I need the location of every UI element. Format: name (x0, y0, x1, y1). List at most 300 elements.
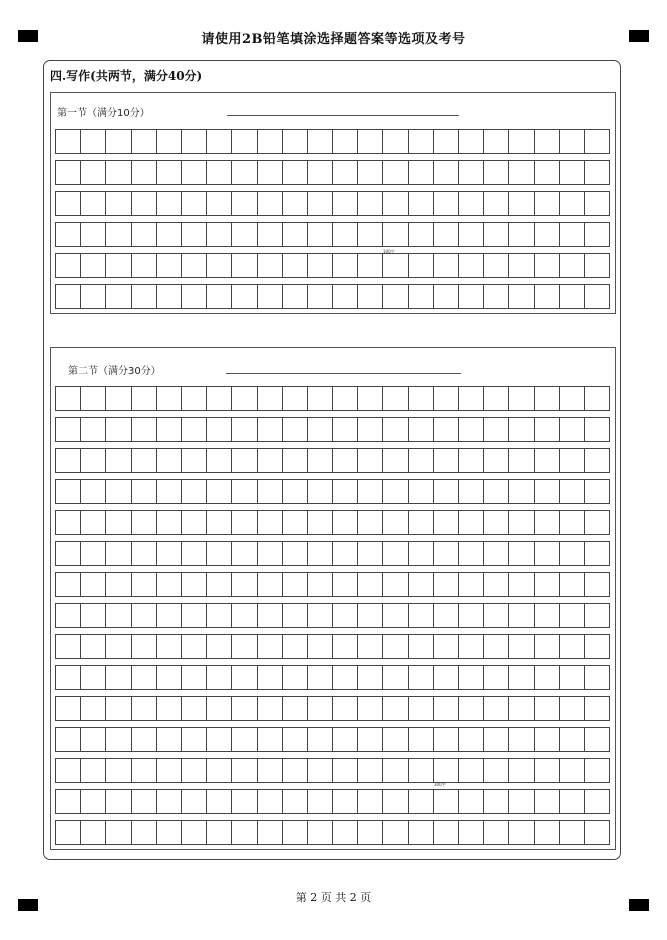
part2-grid-cell[interactable] (434, 573, 459, 596)
part2-grid-cell[interactable] (434, 821, 459, 844)
part2-grid-cell[interactable] (232, 697, 257, 720)
part1-grid-cell[interactable] (283, 285, 308, 308)
part2-grid-cell[interactable] (434, 666, 459, 689)
part1-grid-cell[interactable] (81, 161, 106, 184)
part2-grid-cell[interactable] (509, 728, 534, 751)
part2-grid-cell[interactable] (434, 449, 459, 472)
part1-grid-cell[interactable] (459, 285, 484, 308)
part1-grid-cell[interactable] (258, 223, 283, 246)
part2-grid-cell[interactable] (157, 728, 182, 751)
part2-grid-cell[interactable] (535, 697, 560, 720)
part1-grid-cell[interactable] (81, 254, 106, 277)
part2-grid-cell[interactable] (182, 728, 207, 751)
part2-grid-cell[interactable] (383, 728, 408, 751)
part2-grid-cell[interactable] (283, 697, 308, 720)
part1-grid-cell[interactable] (383, 285, 408, 308)
part2-grid-cell[interactable] (308, 697, 333, 720)
part2-grid-cell[interactable] (283, 387, 308, 410)
part2-grid-cell[interactable] (459, 759, 484, 782)
part2-grid-cell[interactable] (132, 635, 157, 658)
part2-grid-cell[interactable] (333, 418, 358, 441)
part1-grid-cell[interactable] (333, 254, 358, 277)
part2-grid-cell[interactable] (560, 542, 585, 565)
part1-grid-cell[interactable] (182, 285, 207, 308)
part1-grid-cell[interactable] (409, 130, 434, 153)
part1-grid-cell[interactable] (358, 285, 383, 308)
part2-grid-cell[interactable] (560, 449, 585, 472)
part2-grid-cell[interactable] (132, 821, 157, 844)
part2-grid-cell[interactable] (207, 666, 232, 689)
part2-grid-cell[interactable] (434, 759, 459, 782)
part2-grid-cell[interactable] (283, 821, 308, 844)
part2-grid-cell[interactable] (182, 666, 207, 689)
part2-grid-cell[interactable] (232, 604, 257, 627)
part2-grid-cell[interactable] (81, 480, 106, 503)
part1-grid-cell[interactable] (434, 223, 459, 246)
part2-grid-cell[interactable] (106, 542, 131, 565)
part2-grid-cell[interactable] (535, 759, 560, 782)
part2-grid-cell[interactable] (409, 542, 434, 565)
part2-grid-cell[interactable] (560, 759, 585, 782)
part1-grid-cell[interactable] (232, 130, 257, 153)
part2-grid-cell[interactable] (509, 697, 534, 720)
part2-grid-cell[interactable] (106, 573, 131, 596)
part1-grid-cell[interactable] (560, 254, 585, 277)
part2-grid-cell[interactable] (484, 697, 509, 720)
part2-grid-cell[interactable] (56, 728, 81, 751)
part1-grid-cell[interactable] (560, 192, 585, 215)
part1-grid-cell[interactable] (434, 161, 459, 184)
part2-grid-cell[interactable] (81, 759, 106, 782)
part1-grid-cell[interactable] (258, 161, 283, 184)
part2-grid-cell[interactable] (132, 449, 157, 472)
part2-grid-cell[interactable] (81, 542, 106, 565)
part2-grid-cell[interactable] (157, 573, 182, 596)
part2-grid-cell[interactable] (358, 480, 383, 503)
part2-grid-cell[interactable] (484, 821, 509, 844)
part2-grid-cell[interactable] (308, 635, 333, 658)
part2-grid-cell[interactable] (383, 418, 408, 441)
part2-grid-cell[interactable] (157, 480, 182, 503)
part2-grid-cell[interactable] (484, 666, 509, 689)
part2-grid-cell[interactable] (132, 759, 157, 782)
part1-grid-cell[interactable] (157, 192, 182, 215)
part2-grid-cell[interactable] (333, 480, 358, 503)
part1-grid-cell[interactable] (409, 254, 434, 277)
part2-grid-cell[interactable] (560, 418, 585, 441)
part1-grid-cell[interactable] (182, 223, 207, 246)
part2-grid-cell[interactable] (560, 573, 585, 596)
part2-grid-cell[interactable] (535, 604, 560, 627)
part2-grid-cell[interactable] (258, 480, 283, 503)
part1-grid-cell[interactable] (509, 161, 534, 184)
part1-grid-cell[interactable] (132, 285, 157, 308)
part2-grid-cell[interactable] (383, 542, 408, 565)
part2-grid-cell[interactable] (132, 790, 157, 813)
part2-grid-cell[interactable] (409, 418, 434, 441)
part1-grid-cell[interactable] (157, 130, 182, 153)
part2-grid-cell[interactable] (182, 697, 207, 720)
part2-grid-cell[interactable] (132, 728, 157, 751)
part2-grid-cell[interactable] (56, 387, 81, 410)
part2-grid-cell[interactable] (283, 666, 308, 689)
part2-grid-cell[interactable] (434, 635, 459, 658)
part1-grid-cell[interactable] (333, 223, 358, 246)
part1-grid-cell[interactable] (56, 254, 81, 277)
part2-grid-cell[interactable] (207, 790, 232, 813)
part2-grid-cell[interactable] (81, 666, 106, 689)
part2-grid-cell[interactable] (459, 449, 484, 472)
part2-grid-cell[interactable] (358, 418, 383, 441)
part2-grid-cell[interactable] (333, 573, 358, 596)
part2-grid-cell[interactable] (509, 511, 534, 534)
part1-grid-cell[interactable] (509, 285, 534, 308)
part2-grid-cell[interactable] (56, 635, 81, 658)
part2-grid-cell[interactable] (509, 790, 534, 813)
part2-grid-cell[interactable] (434, 728, 459, 751)
part1-grid-cell[interactable] (434, 192, 459, 215)
part1-grid-cell[interactable] (207, 285, 232, 308)
part2-grid-cell[interactable] (409, 635, 434, 658)
part1-grid-cell[interactable] (232, 254, 257, 277)
part2-grid-cell[interactable] (358, 635, 383, 658)
part2-grid-cell[interactable] (207, 759, 232, 782)
part2-grid-cell[interactable] (560, 666, 585, 689)
part2-grid-cell[interactable] (459, 387, 484, 410)
part2-grid-cell[interactable] (132, 418, 157, 441)
part2-grid-cell[interactable] (459, 511, 484, 534)
part2-grid-cell[interactable] (535, 418, 560, 441)
part2-grid-cell[interactable] (132, 542, 157, 565)
part2-grid-cell[interactable] (132, 387, 157, 410)
part2-grid-cell[interactable] (560, 604, 585, 627)
part2-grid-cell[interactable] (157, 821, 182, 844)
part2-grid-cell[interactable] (106, 387, 131, 410)
part1-grid-cell[interactable] (358, 130, 383, 153)
part1-title-line[interactable] (227, 115, 459, 116)
part1-grid-cell[interactable] (258, 254, 283, 277)
part1-grid-cell[interactable] (585, 130, 610, 153)
part2-grid-cell[interactable] (333, 635, 358, 658)
part2-grid-cell[interactable] (358, 387, 383, 410)
part1-grid-cell[interactable] (207, 254, 232, 277)
part2-grid-cell[interactable] (383, 573, 408, 596)
part1-grid-cell[interactable] (383, 254, 408, 277)
part2-grid-cell[interactable] (484, 790, 509, 813)
part1-grid-cell[interactable] (182, 192, 207, 215)
part1-grid-cell[interactable] (258, 192, 283, 215)
part2-grid-cell[interactable] (585, 821, 610, 844)
part2-grid-cell[interactable] (157, 759, 182, 782)
part1-grid-cell[interactable] (182, 254, 207, 277)
part1-grid-cell[interactable] (283, 161, 308, 184)
part1-grid-cell[interactable] (509, 223, 534, 246)
part2-grid-cell[interactable] (56, 666, 81, 689)
part2-grid-cell[interactable] (585, 511, 610, 534)
part2-grid-cell[interactable] (207, 387, 232, 410)
part1-grid-cell[interactable] (333, 192, 358, 215)
part2-grid-cell[interactable] (535, 480, 560, 503)
part2-grid-cell[interactable] (535, 666, 560, 689)
part2-grid-cell[interactable] (182, 635, 207, 658)
part2-grid-cell[interactable] (585, 790, 610, 813)
part2-grid-cell[interactable] (585, 728, 610, 751)
part2-grid-cell[interactable] (258, 666, 283, 689)
part2-grid-cell[interactable] (81, 697, 106, 720)
part2-grid-cell[interactable] (409, 573, 434, 596)
part1-grid-cell[interactable] (81, 285, 106, 308)
part1-grid-cell[interactable] (535, 161, 560, 184)
part2-grid-cell[interactable] (409, 728, 434, 751)
part2-grid-cell[interactable] (434, 511, 459, 534)
part2-grid-cell[interactable] (333, 759, 358, 782)
part2-grid-cell[interactable] (585, 759, 610, 782)
part1-grid-cell[interactable] (560, 130, 585, 153)
part1-grid-cell[interactable] (560, 285, 585, 308)
part2-grid-cell[interactable] (358, 604, 383, 627)
part2-grid-cell[interactable] (56, 759, 81, 782)
part1-grid-cell[interactable] (258, 285, 283, 308)
part2-grid-cell[interactable] (207, 542, 232, 565)
part2-grid-cell[interactable] (157, 697, 182, 720)
part2-grid-cell[interactable] (484, 728, 509, 751)
part2-grid-cell[interactable] (56, 821, 81, 844)
part2-grid-cell[interactable] (283, 480, 308, 503)
part2-grid-cell[interactable] (308, 418, 333, 441)
part2-grid-cell[interactable] (207, 511, 232, 534)
part2-grid-cell[interactable] (207, 635, 232, 658)
part2-grid-cell[interactable] (409, 697, 434, 720)
part2-grid-cell[interactable] (484, 759, 509, 782)
part1-grid-cell[interactable] (308, 285, 333, 308)
part2-grid-cell[interactable] (283, 542, 308, 565)
part2-grid-cell[interactable] (509, 821, 534, 844)
part1-grid-cell[interactable] (132, 192, 157, 215)
part2-grid-cell[interactable] (56, 511, 81, 534)
part1-grid-cell[interactable] (333, 161, 358, 184)
part1-grid-cell[interactable] (207, 161, 232, 184)
part2-grid-cell[interactable] (409, 511, 434, 534)
part1-grid-cell[interactable] (308, 223, 333, 246)
part2-grid-cell[interactable] (56, 449, 81, 472)
part2-grid-cell[interactable] (182, 790, 207, 813)
part2-grid-cell[interactable] (333, 542, 358, 565)
part2-grid-cell[interactable] (207, 573, 232, 596)
part1-grid-cell[interactable] (157, 254, 182, 277)
part1-grid-cell[interactable] (484, 254, 509, 277)
part1-grid-cell[interactable] (509, 192, 534, 215)
part2-grid-cell[interactable] (585, 542, 610, 565)
part2-grid-cell[interactable] (308, 821, 333, 844)
part2-grid-cell[interactable] (232, 790, 257, 813)
part2-grid-cell[interactable] (207, 728, 232, 751)
part2-grid-cell[interactable] (182, 573, 207, 596)
part2-grid-cell[interactable] (232, 449, 257, 472)
part2-grid-cell[interactable] (258, 418, 283, 441)
part2-grid-cell[interactable] (308, 759, 333, 782)
part2-grid-cell[interactable] (258, 759, 283, 782)
part2-grid-cell[interactable] (132, 604, 157, 627)
part2-grid-cell[interactable] (182, 511, 207, 534)
part2-grid-cell[interactable] (81, 790, 106, 813)
part2-grid-cell[interactable] (207, 604, 232, 627)
part2-grid-cell[interactable] (535, 449, 560, 472)
part2-grid-cell[interactable] (509, 604, 534, 627)
part2-grid-cell[interactable] (409, 666, 434, 689)
part2-grid-cell[interactable] (132, 480, 157, 503)
part2-grid-cell[interactable] (106, 697, 131, 720)
part2-grid-cell[interactable] (283, 728, 308, 751)
part1-grid-cell[interactable] (157, 161, 182, 184)
part2-grid-cell[interactable] (106, 790, 131, 813)
part2-grid-cell[interactable] (383, 821, 408, 844)
part2-grid-cell[interactable] (308, 449, 333, 472)
part2-grid-cell[interactable] (333, 511, 358, 534)
part2-grid-cell[interactable] (207, 821, 232, 844)
part2-grid-cell[interactable] (308, 666, 333, 689)
part2-grid-cell[interactable] (434, 418, 459, 441)
part2-grid-cell[interactable] (585, 449, 610, 472)
part2-grid-cell[interactable] (459, 821, 484, 844)
part1-grid-cell[interactable] (585, 161, 610, 184)
part2-grid-cell[interactable] (106, 821, 131, 844)
part1-grid-cell[interactable] (383, 130, 408, 153)
part2-grid-cell[interactable] (283, 573, 308, 596)
part2-grid-cell[interactable] (232, 418, 257, 441)
part2-grid-cell[interactable] (106, 604, 131, 627)
part2-grid-cell[interactable] (484, 480, 509, 503)
part2-grid-cell[interactable] (258, 542, 283, 565)
part2-grid-cell[interactable] (56, 790, 81, 813)
part2-grid-cell[interactable] (258, 511, 283, 534)
part2-grid-cell[interactable] (258, 697, 283, 720)
part1-grid-cell[interactable] (484, 192, 509, 215)
part1-grid-cell[interactable] (207, 130, 232, 153)
part2-grid-cell[interactable] (106, 666, 131, 689)
part1-grid-cell[interactable] (535, 223, 560, 246)
part2-grid-cell[interactable] (232, 542, 257, 565)
part2-grid-cell[interactable] (434, 790, 459, 813)
part2-grid-cell[interactable] (182, 759, 207, 782)
part1-grid-cell[interactable] (535, 192, 560, 215)
part2-grid-cell[interactable] (484, 542, 509, 565)
part2-grid-cell[interactable] (333, 697, 358, 720)
part2-grid-cell[interactable] (484, 418, 509, 441)
part2-grid-cell[interactable] (535, 573, 560, 596)
part2-grid-cell[interactable] (459, 635, 484, 658)
part2-grid-cell[interactable] (383, 697, 408, 720)
part2-grid-cell[interactable] (383, 511, 408, 534)
part2-grid-cell[interactable] (585, 604, 610, 627)
part2-grid-cell[interactable] (535, 728, 560, 751)
part2-grid-cell[interactable] (560, 790, 585, 813)
part2-grid-cell[interactable] (308, 511, 333, 534)
part2-grid-cell[interactable] (535, 542, 560, 565)
part2-grid-cell[interactable] (434, 387, 459, 410)
part2-grid-cell[interactable] (459, 604, 484, 627)
part1-grid-cell[interactable] (358, 192, 383, 215)
part1-grid-cell[interactable] (232, 192, 257, 215)
part1-grid-cell[interactable] (308, 254, 333, 277)
part1-grid-cell[interactable] (182, 130, 207, 153)
part1-grid-cell[interactable] (232, 223, 257, 246)
part2-grid-cell[interactable] (383, 790, 408, 813)
part2-grid-cell[interactable] (409, 821, 434, 844)
part1-grid-cell[interactable] (484, 223, 509, 246)
part2-grid-cell[interactable] (182, 821, 207, 844)
part1-grid-cell[interactable] (409, 223, 434, 246)
part2-grid-cell[interactable] (409, 790, 434, 813)
part1-grid-cell[interactable] (56, 192, 81, 215)
part2-grid-cell[interactable] (358, 542, 383, 565)
part2-grid-cell[interactable] (560, 728, 585, 751)
part2-grid-cell[interactable] (358, 449, 383, 472)
part1-grid-cell[interactable] (283, 223, 308, 246)
part2-grid-cell[interactable] (232, 728, 257, 751)
part1-grid-cell[interactable] (560, 161, 585, 184)
part2-grid-cell[interactable] (132, 511, 157, 534)
part2-grid-cell[interactable] (56, 604, 81, 627)
part1-grid-cell[interactable] (434, 130, 459, 153)
part2-grid-cell[interactable] (585, 697, 610, 720)
part2-grid-cell[interactable] (459, 666, 484, 689)
part2-grid-cell[interactable] (106, 728, 131, 751)
part2-grid-cell[interactable] (484, 635, 509, 658)
part2-grid-cell[interactable] (535, 790, 560, 813)
part2-grid-cell[interactable] (258, 790, 283, 813)
part2-grid-cell[interactable] (434, 697, 459, 720)
part2-grid-cell[interactable] (157, 790, 182, 813)
part1-grid-cell[interactable] (182, 161, 207, 184)
part1-grid-cell[interactable] (157, 285, 182, 308)
part2-grid-cell[interactable] (560, 635, 585, 658)
part1-grid-cell[interactable] (132, 254, 157, 277)
part1-grid-cell[interactable] (358, 254, 383, 277)
part2-grid-cell[interactable] (434, 542, 459, 565)
part2-grid-cell[interactable] (358, 573, 383, 596)
part2-grid-cell[interactable] (333, 790, 358, 813)
part2-grid-cell[interactable] (56, 480, 81, 503)
part2-grid-cell[interactable] (358, 821, 383, 844)
part1-grid-cell[interactable] (560, 223, 585, 246)
part1-grid-cell[interactable] (207, 223, 232, 246)
part2-grid-cell[interactable] (459, 542, 484, 565)
part1-grid-cell[interactable] (308, 192, 333, 215)
part1-grid-cell[interactable] (434, 285, 459, 308)
part2-grid-cell[interactable] (484, 387, 509, 410)
part2-grid-cell[interactable] (333, 387, 358, 410)
part1-grid-cell[interactable] (232, 161, 257, 184)
part2-grid-cell[interactable] (258, 604, 283, 627)
part2-grid-cell[interactable] (560, 480, 585, 503)
part2-grid-cell[interactable] (182, 418, 207, 441)
part2-grid-cell[interactable] (182, 449, 207, 472)
part2-grid-cell[interactable] (56, 697, 81, 720)
part2-grid-cell[interactable] (358, 759, 383, 782)
part2-grid-cell[interactable] (258, 449, 283, 472)
part2-grid-cell[interactable] (132, 573, 157, 596)
part2-grid-cell[interactable] (81, 604, 106, 627)
part1-grid-cell[interactable] (535, 285, 560, 308)
part2-grid-cell[interactable] (81, 418, 106, 441)
part2-grid-cell[interactable] (308, 387, 333, 410)
part1-grid-cell[interactable] (132, 223, 157, 246)
part2-grid-cell[interactable] (409, 387, 434, 410)
part2-grid-cell[interactable] (383, 480, 408, 503)
part2-grid-cell[interactable] (585, 635, 610, 658)
part1-grid-cell[interactable] (56, 161, 81, 184)
part1-grid-cell[interactable] (56, 223, 81, 246)
